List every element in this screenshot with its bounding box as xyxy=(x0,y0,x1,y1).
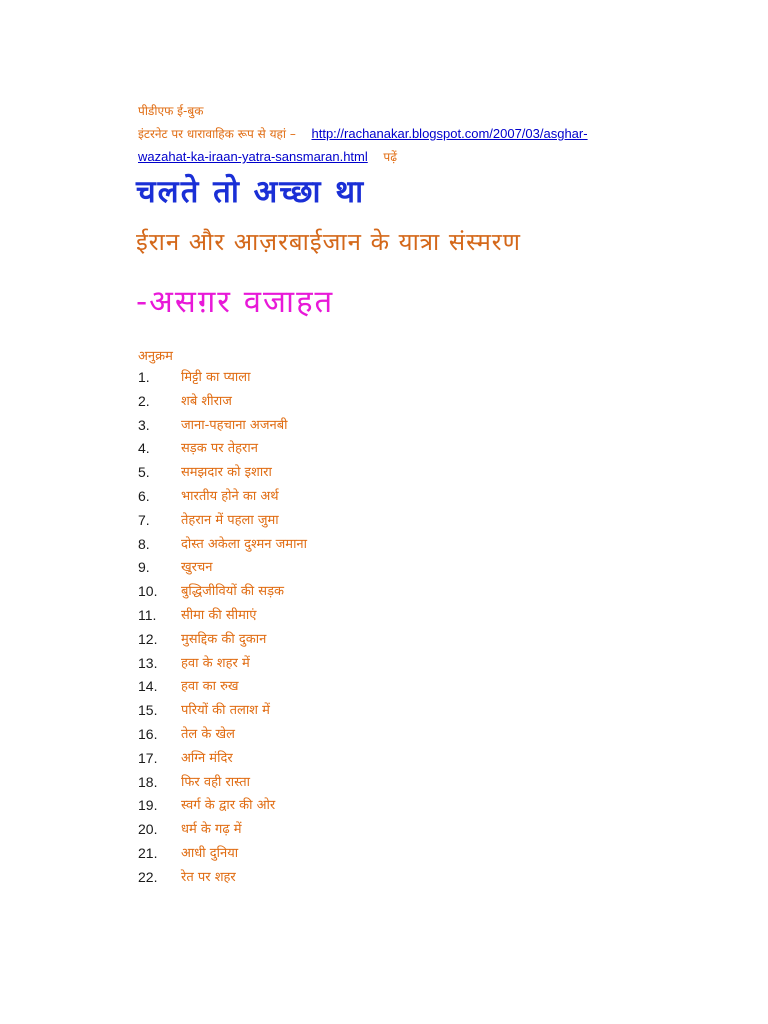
toc-item-label: बुद्धिजीवियों की सड़क xyxy=(181,584,285,600)
table-of-contents xyxy=(138,366,307,890)
toc-item[interactable] xyxy=(138,771,307,795)
toc-item-number: 13. xyxy=(138,654,158,671)
toc-item-label: तेल के खेल xyxy=(181,726,235,742)
toc-item[interactable] xyxy=(138,628,307,652)
toc-item[interactable] xyxy=(138,461,307,485)
toc-item-number: 5. xyxy=(138,464,150,481)
toc-item-number: 3. xyxy=(138,416,150,433)
pdf-ebook-label: पीडीएफ ई-बुक xyxy=(138,104,204,118)
toc-item[interactable] xyxy=(138,675,307,699)
toc-item[interactable] xyxy=(138,366,307,390)
toc-item-number: 17. xyxy=(138,749,158,766)
toc-item-label: आधी दुनिया xyxy=(181,845,239,861)
toc-item-label: मिट्टी का प्याला xyxy=(181,370,251,385)
toc-item-number: 2. xyxy=(138,392,150,409)
toc-item-label: शबे शीराज xyxy=(181,393,232,409)
toc-item-label: भारतीय होने का अर्थ xyxy=(181,488,279,504)
toc-item-label: खुरचन xyxy=(181,560,213,576)
toc-item[interactable] xyxy=(138,533,307,557)
toc-item[interactable] xyxy=(138,414,307,438)
toc-item[interactable] xyxy=(138,842,307,866)
book-subtitle: ईरान और आज़रबाईजान के यात्रा संस्मरण xyxy=(136,228,521,256)
source-link-part1[interactable]: http://rachanakar.blogspot.com/2007/03/asghar- xyxy=(311,126,588,141)
source-link-part2[interactable]: wazahat-ka-iraan-yatra-sansmaran.html xyxy=(138,149,368,164)
toc-item-number: 18. xyxy=(138,773,158,790)
toc-item-label: धर्म के गढ़ में xyxy=(181,822,242,838)
toc-item-label: दोस्त अकेला दुश्मन जमाना xyxy=(181,536,308,552)
toc-item-label: स्वर्ग के द्वार की ओर xyxy=(181,798,276,814)
toc-item[interactable] xyxy=(138,818,307,842)
toc-item-label: जाना-पहचाना अजनबी xyxy=(181,417,288,433)
toc-item-number: 16. xyxy=(138,725,158,742)
toc-item-label: सीमा की सीमाएं xyxy=(181,607,257,623)
toc-item-number: 15. xyxy=(138,702,158,719)
toc-item[interactable] xyxy=(138,604,307,628)
toc-item[interactable] xyxy=(138,652,307,676)
toc-item-label: फिर वही रास्ता xyxy=(181,774,250,790)
toc-item-number: 1. xyxy=(138,369,150,385)
toc-item-number: 9. xyxy=(138,559,150,576)
serial-source-line xyxy=(138,125,588,142)
read-label: पढ़ें xyxy=(383,150,397,164)
author-name: -असग़र वजाहत xyxy=(136,284,335,320)
toc-item[interactable] xyxy=(138,747,307,771)
toc-item-label: हवा का रुख xyxy=(181,679,239,695)
book-title: चलते तो अच्छा था xyxy=(136,174,366,210)
toc-item-number: 21. xyxy=(138,844,158,861)
toc-item-label: परियों की तलाश में xyxy=(181,703,270,719)
toc-item-number: 7. xyxy=(138,511,150,528)
toc-item[interactable] xyxy=(138,580,307,604)
toc-item-number: 10. xyxy=(138,583,158,600)
toc-item-number: 14. xyxy=(138,678,158,695)
toc-item[interactable] xyxy=(138,437,307,461)
toc-item[interactable] xyxy=(138,699,307,723)
toc-item-label: हवा के शहर में xyxy=(181,655,250,671)
toc-item-label: रेत पर शहर xyxy=(181,869,236,885)
toc-item[interactable] xyxy=(138,509,307,533)
toc-item[interactable] xyxy=(138,390,307,414)
toc-item-label: अग्नि मंदिर xyxy=(181,750,233,766)
toc-item[interactable] xyxy=(138,556,307,580)
toc-item[interactable] xyxy=(138,485,307,509)
serial-source-prefix: इंटरनेट पर धारावाहिक रूप से यहां – xyxy=(138,127,296,141)
toc-item-number: 8. xyxy=(138,535,150,552)
toc-heading: अनुक्रम xyxy=(138,349,173,364)
toc-item-label: मुसद्दिक की दुकान xyxy=(181,631,267,647)
toc-item-number: 11. xyxy=(138,606,157,623)
toc-item-label: समझदार को इशारा xyxy=(181,465,272,481)
toc-item-number: 4. xyxy=(138,440,150,457)
toc-item-label: सड़क पर तेहरान xyxy=(181,441,258,457)
toc-item-number: 20. xyxy=(138,821,158,838)
toc-item-number: 12. xyxy=(138,630,158,647)
toc-item[interactable] xyxy=(138,794,307,818)
toc-item-number: 19. xyxy=(138,797,158,814)
toc-item-number: 22. xyxy=(138,868,158,885)
toc-item-number: 6. xyxy=(138,487,150,504)
toc-item-label: तेहरान में पहला जुमा xyxy=(181,512,279,528)
toc-item[interactable] xyxy=(138,723,307,747)
source-link-line xyxy=(138,148,397,165)
toc-item[interactable] xyxy=(138,866,307,890)
